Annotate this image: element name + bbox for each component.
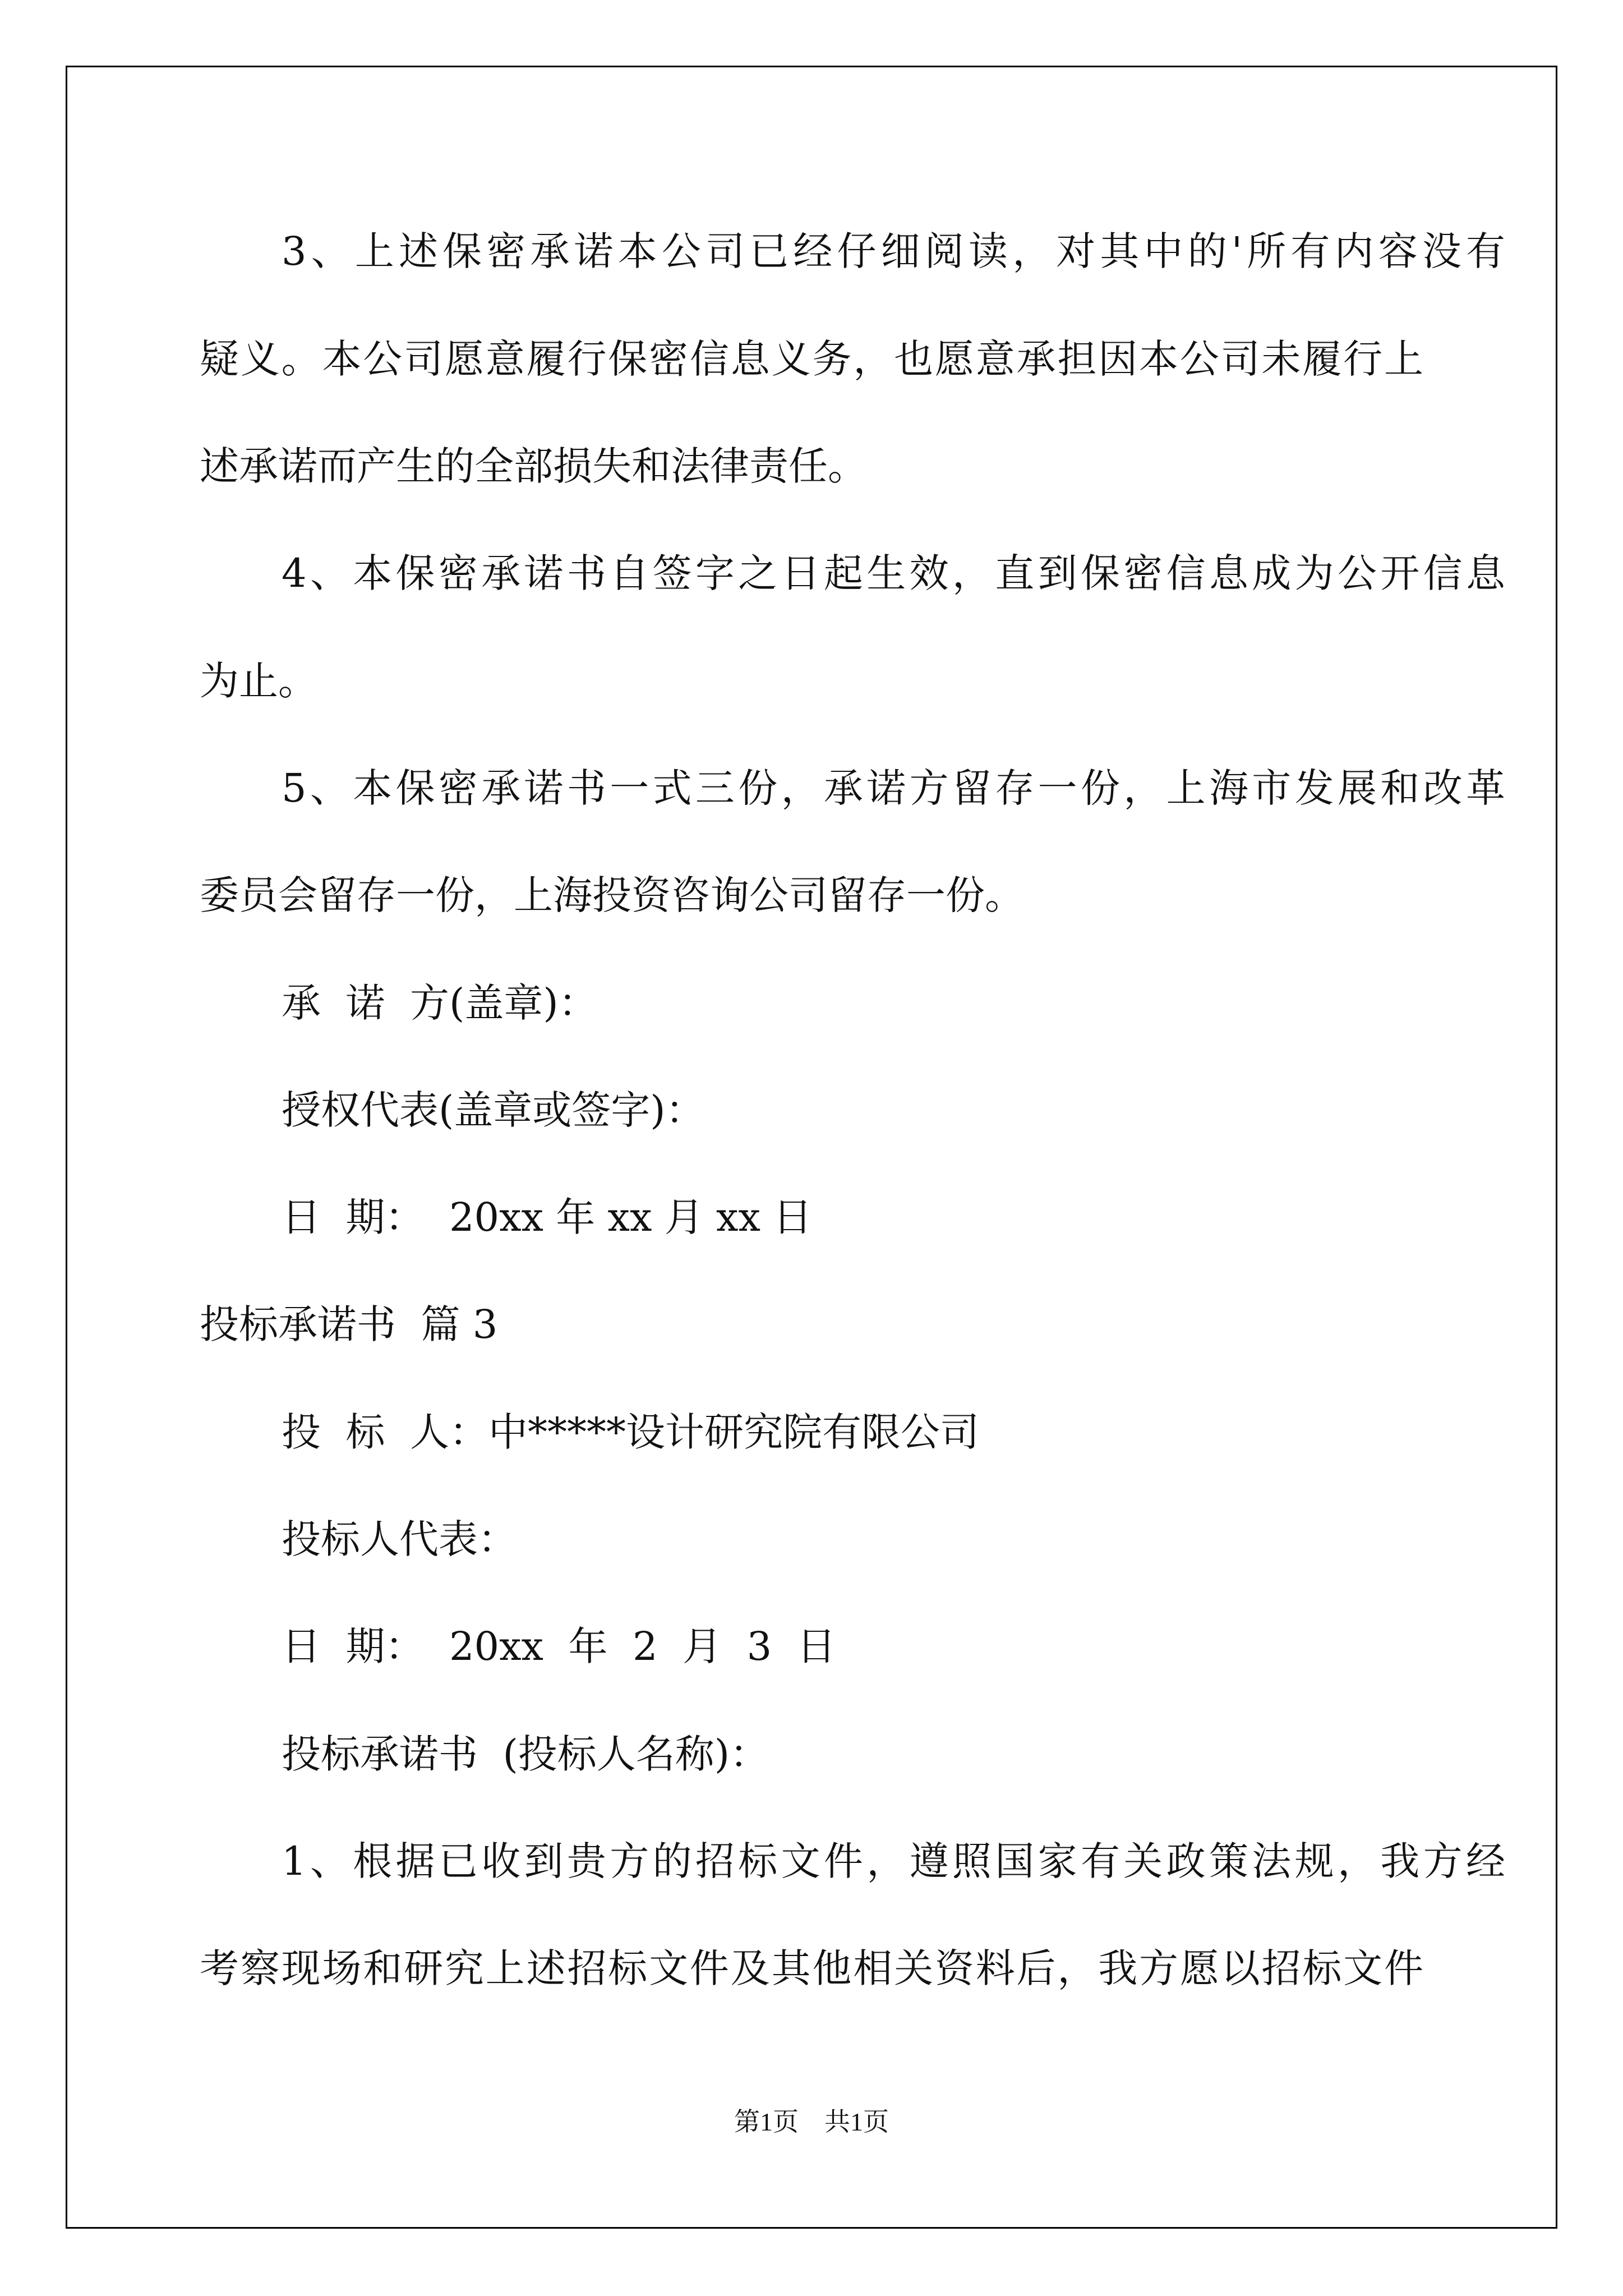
paragraph-4-line-1: 4、本保密承诺书自签字之日起生效，直到保密信息成为公开信息: [282, 550, 1505, 596]
bidder-line: 投 标 人：中*****设计研究院有限公司: [282, 1409, 980, 1455]
paragraph-3-line-3: 述承诺而产生的全部损失和法律责任。: [200, 443, 867, 489]
date-line-1: 日 期： 20xx 年 xx 月 xx 日: [282, 1194, 813, 1240]
page-footer: 第1页 共1页: [734, 2108, 889, 2136]
clause-1-line-2: 考察现场和研究上述招标文件及其他相关资料后，我方愿以招标文件: [200, 1945, 1423, 1991]
commitment-addressee: 投标承诺书 (投标人名称)：: [282, 1731, 769, 1777]
paragraph-5-line-2: 委员会留存一份，上海投资咨询公司留存一份。: [200, 872, 1024, 918]
clause-1-line-1: 1、根据已收到贵方的招标文件，遵照国家有关政策法规，我方经: [282, 1838, 1505, 1884]
signature-party-label: 承 诺 方(盖章)：: [282, 980, 598, 1026]
bidder-rep-label: 投标人代表：: [282, 1516, 517, 1562]
date-line-2: 日 期： 20xx 年 2 月 3 日: [282, 1623, 836, 1669]
section-heading: 投标承诺书 篇 3: [200, 1301, 498, 1347]
paragraph-3-line-2: 疑义。本公司愿意履行保密信息义务，也愿意承担因本公司未履行上: [200, 336, 1423, 382]
authorized-rep-label: 授权代表(盖章或签字)：: [282, 1087, 705, 1133]
paragraph-4-line-2: 为止。: [200, 658, 317, 704]
page-border: [66, 66, 1557, 2229]
paragraph-3-line-1: 3、上述保密承诺本公司已经仔细阅读，对其中的'所有内容没有: [282, 228, 1505, 274]
paragraph-5-line-1: 5、本保密承诺书一式三份，承诺方留存一份，上海市发展和改革: [282, 765, 1505, 811]
